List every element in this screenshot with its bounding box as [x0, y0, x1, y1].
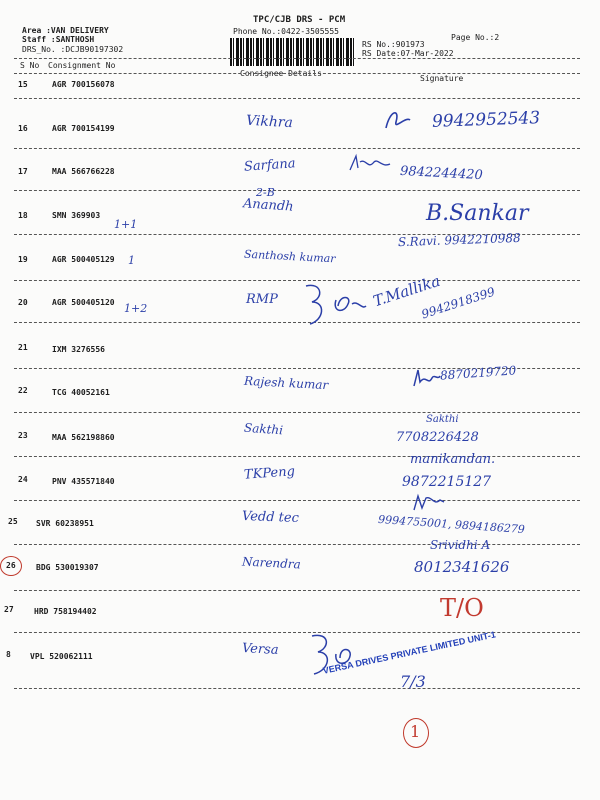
row-sno: 23 [18, 431, 28, 440]
divider [14, 280, 580, 281]
document-title: TPC/CJB DRS - PCM [253, 15, 346, 25]
handwritten-name: Vedd tec [241, 509, 300, 526]
handwritten-signature [412, 492, 446, 514]
handwritten-name: Anandh [242, 196, 295, 215]
row-sno: 26 [6, 561, 16, 570]
handwritten-date: 7/3 [400, 672, 426, 691]
handwritten-signature: T.Mallika [370, 271, 443, 311]
row-sno: 21 [18, 343, 28, 352]
divider [14, 688, 580, 689]
divider [14, 412, 580, 413]
row-consignment: PNV 435571840 [52, 477, 115, 486]
divider [14, 322, 580, 323]
circled-number: 1 [410, 722, 421, 741]
row-sno: 24 [18, 475, 28, 484]
handwritten-name: Narendra [241, 554, 302, 572]
handwritten-name: Rajesh kumar [243, 373, 329, 393]
row-consignment: SVR 60238951 [36, 519, 94, 528]
handwritten-name: TKPeng [243, 464, 296, 483]
handwritten-name: RMP [246, 292, 278, 307]
handwritten-pieces: 1 [128, 254, 135, 267]
handwritten-signature: Sakthi [426, 414, 459, 425]
handwritten-name: Sakthi [243, 420, 284, 438]
handwritten-signature: manikandan. [410, 452, 496, 467]
col-consignment: Consignment No [48, 61, 116, 70]
row-consignment: AGR 700156078 [52, 80, 115, 89]
divider [14, 500, 580, 501]
row-consignment: SMN 369903 [52, 211, 101, 220]
divider [14, 58, 580, 59]
handwritten-signature [382, 106, 412, 134]
row-sno: 17 [18, 167, 28, 176]
page-number: Page No.:2 [451, 33, 500, 42]
row-consignment: AGR 700154199 [52, 124, 115, 133]
handwritten-signature [348, 152, 392, 174]
row-sno: 18 [18, 211, 28, 220]
divider [14, 148, 580, 149]
row-sno: 8 [6, 650, 11, 659]
row-consignment: BDG 530019307 [36, 563, 99, 572]
handwritten-phone: S.Ravi. 9942210988 [397, 230, 521, 250]
handwritten-pieces: 1+2 [124, 302, 148, 315]
row-consignment: VPL 520062111 [30, 652, 93, 661]
handwritten-signature: Srividhi A [430, 538, 491, 552]
handwritten-phone: 8870219720 [439, 363, 517, 383]
handwritten-name: Versa [241, 641, 279, 658]
handwritten-floor: 2-B [256, 186, 275, 199]
row-sno: 20 [18, 298, 28, 307]
handwritten-mark: T/O [440, 594, 484, 622]
row-consignment: AGR 500405120 [52, 298, 115, 307]
row-sno: 27 [4, 605, 14, 614]
row-consignment: AGR 500405129 [52, 255, 115, 264]
handwritten-phone: 9872215127 [402, 474, 492, 490]
handwritten-phone: 9994755001, 9894186279 [377, 512, 526, 537]
divider [14, 544, 580, 545]
row-consignment: HRD 758194402 [34, 607, 97, 616]
handwritten-name: Santhosh kumar [243, 247, 336, 266]
divider [14, 98, 580, 99]
col-consignee-details: Consignee Details [240, 69, 322, 78]
handwritten-phone: 8012341626 [414, 558, 510, 576]
handwritten-signature [300, 280, 370, 330]
drs-number: DRS_No. :DCJB90197302 [22, 45, 124, 54]
company-stamp: VERSA DRIVES PRIVATE LIMITED UNIT-1 [322, 629, 497, 676]
row-sno: 22 [18, 386, 28, 395]
handwritten-name: Vikhra [245, 112, 294, 132]
row-consignment: MAA 566766228 [52, 167, 115, 176]
handwritten-signature: B.Sankar [426, 201, 529, 226]
row-sno: 25 [8, 517, 18, 526]
col-signature: Signature [420, 74, 464, 83]
row-consignment: TCG 40052161 [52, 388, 110, 397]
staff-label: Staff :SANTHOSH [22, 35, 95, 44]
divider [14, 73, 580, 74]
barcode [230, 38, 356, 66]
handwritten-pieces: 1+1 [114, 218, 138, 231]
handwritten-phone: 9942918399 [419, 284, 497, 322]
rs-number: RS No.:901973 [362, 40, 425, 49]
handwritten-phone: 9842244420 [399, 163, 484, 184]
row-sno: 15 [18, 80, 28, 89]
divider [14, 190, 580, 191]
area-label: Area :VAN DELIVERY [22, 26, 109, 35]
handwritten-phone: 7708226428 [396, 430, 479, 445]
handwritten-phone: 9942952543 [431, 108, 541, 132]
divider [14, 590, 580, 591]
rs-date: RS Date:07-Mar-2022 [362, 49, 454, 58]
handwritten-name: Sarfana [243, 156, 297, 175]
phone-number: Phone No.:0422-3505555 [233, 27, 339, 36]
row-sno: 16 [18, 124, 28, 133]
handwritten-signature [410, 366, 442, 392]
col-sno: S No [20, 61, 40, 70]
row-consignment: MAA 562198860 [52, 433, 115, 442]
row-sno: 19 [18, 255, 28, 264]
row-consignment: IXM 3276556 [52, 345, 105, 354]
